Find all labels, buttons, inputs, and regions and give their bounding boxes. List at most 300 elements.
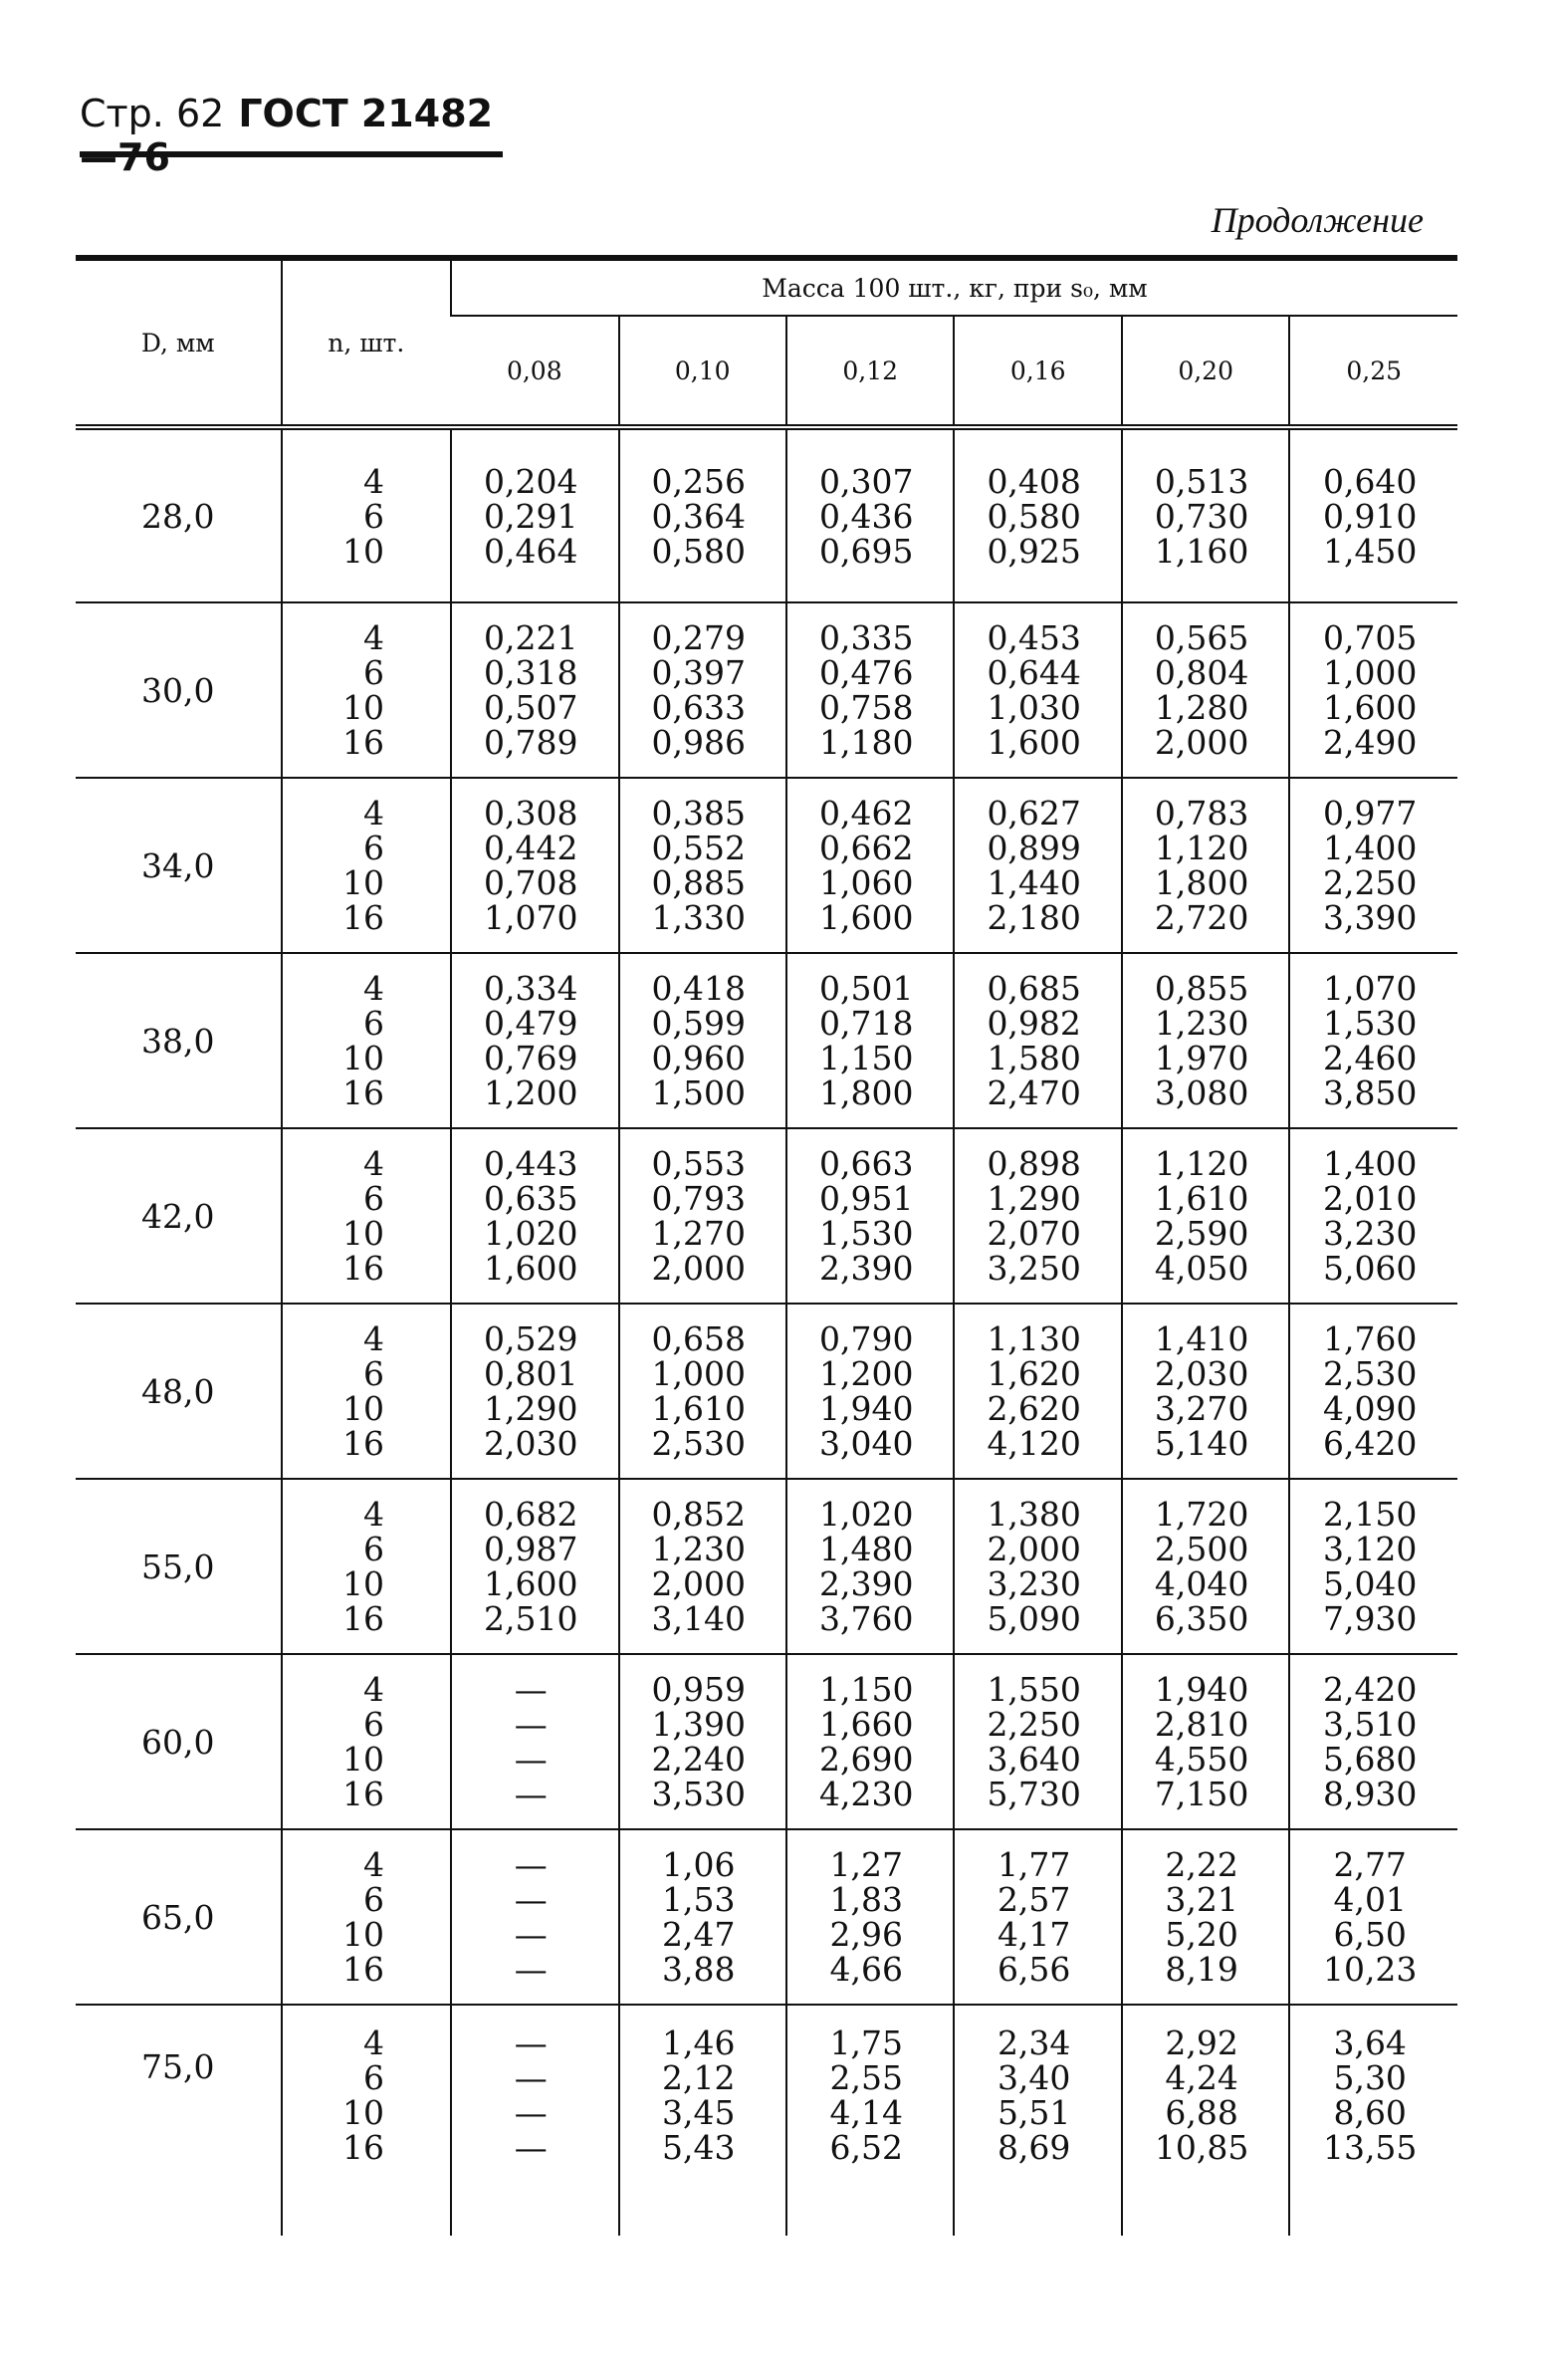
mass-value: 1,180 [818, 723, 914, 762]
mass-value: 0,418 [651, 969, 746, 1008]
mass-value: 0,801 [484, 1354, 578, 1393]
count-value: 10 [342, 2093, 385, 2132]
count-value: 6 [363, 653, 385, 692]
column-header-s0: 0,08 [451, 316, 618, 427]
mass-value: 2,000 [987, 1530, 1081, 1568]
mass-value: 0,256 [651, 461, 746, 501]
mass-value: 0,982 [987, 1004, 1081, 1043]
mass-value: 5,51 [997, 2093, 1071, 2132]
mass-cell [1122, 1304, 1289, 1479]
mass-value: 0,789 [484, 723, 578, 762]
mass-value: 0,513 [1154, 461, 1249, 501]
mass-cell [619, 1128, 786, 1304]
mass-value: — [514, 2058, 548, 2097]
mass-value: 2,390 [818, 1564, 914, 1603]
mass-value: 2,810 [1154, 1705, 1249, 1744]
mass-value: 1,410 [1154, 1319, 1249, 1358]
mass-value: 1,280 [1154, 688, 1249, 727]
mass-cell [786, 778, 954, 953]
count-value: 16 [342, 1950, 385, 1989]
mass-value: 1,000 [651, 1354, 746, 1393]
mass-cell [1122, 1128, 1289, 1304]
mass-value: 10,85 [1154, 2128, 1249, 2167]
column-header-s0: 0,10 [619, 316, 786, 427]
mass-value: 6,52 [829, 2128, 903, 2167]
mass-cell [1289, 1829, 1457, 2005]
count-value: 10 [342, 1564, 385, 1603]
mass-cell [619, 953, 786, 1128]
mass-value: 0,705 [1322, 618, 1418, 657]
mass-value: 8,69 [997, 2128, 1071, 2167]
mass-value: 5,30 [1333, 2058, 1407, 2097]
mass-cell [786, 2005, 954, 2236]
mass-value: 0,925 [987, 531, 1081, 571]
mass-value: 4,24 [1165, 2058, 1238, 2097]
diameter-cell: 55,0 [141, 1547, 215, 1586]
mass-cell [1122, 427, 1289, 602]
mass-value: 2,000 [651, 1564, 746, 1603]
mass-cell [619, 1829, 786, 2005]
mass-value: 2,690 [818, 1740, 914, 1779]
mass-value: 0,335 [818, 618, 914, 657]
mass-value: 5,140 [1154, 1424, 1249, 1463]
mass-cell [451, 1304, 618, 1479]
mass-cell [619, 2005, 786, 2236]
mass-value: 1,200 [818, 1354, 914, 1393]
mass-value: 3,510 [1322, 1705, 1418, 1744]
mass-value: 1,000 [1322, 653, 1418, 692]
count-value: 4 [363, 794, 385, 833]
mass-value: 0,987 [484, 1530, 578, 1568]
count-value: 16 [342, 1073, 385, 1112]
mass-cell [451, 2005, 618, 2236]
mass-value: — [514, 1775, 548, 1813]
diameter-cell: 65,0 [141, 1897, 215, 1937]
count-value: 16 [342, 1599, 385, 1638]
mass-value: 1,77 [997, 1845, 1071, 1884]
mass-value: 0,279 [651, 618, 746, 657]
mass-value: 2,010 [1322, 1179, 1418, 1218]
mass-value: 1,030 [987, 688, 1081, 727]
count-value: 4 [363, 1495, 385, 1534]
page-header [80, 92, 503, 179]
mass-value: 1,440 [987, 863, 1081, 902]
mass-value: 0,640 [1322, 461, 1418, 501]
mass-value: 0,790 [818, 1319, 914, 1358]
mass-cell [451, 1829, 618, 2005]
mass-value: 2,000 [651, 1249, 746, 1288]
mass-value: 2,030 [484, 1424, 578, 1463]
mass-value: 2,070 [987, 1214, 1081, 1253]
mass-cell [1122, 778, 1289, 953]
mass-cell [786, 427, 954, 602]
mass-value: 1,610 [1154, 1179, 1249, 1218]
mass-value: 0,552 [651, 829, 746, 867]
mass-value: 2,150 [1322, 1495, 1418, 1534]
mass-value: 0,804 [1154, 653, 1249, 692]
mass-value: 1,970 [1154, 1039, 1249, 1077]
mass-value: 0,308 [484, 794, 578, 833]
mass-value: 3,64 [1333, 2023, 1407, 2062]
table-row [76, 2005, 1457, 2236]
mass-value: 1,660 [818, 1705, 914, 1744]
mass-value: 0,479 [484, 1004, 578, 1043]
mass-cell [954, 953, 1121, 1128]
mass-value: 0,635 [484, 1179, 578, 1218]
diameter-cell: 48,0 [141, 1371, 215, 1411]
mass-value: 5,090 [987, 1599, 1081, 1638]
mass-value: 0,885 [651, 863, 746, 902]
mass-value: 6,88 [1165, 2093, 1238, 2132]
mass-cell [954, 2005, 1121, 2236]
mass-value: 2,250 [1322, 863, 1418, 902]
count-value: 4 [363, 1670, 385, 1709]
mass-value: 1,760 [1322, 1319, 1418, 1358]
mass-value: 0,730 [1154, 496, 1249, 536]
mass-value: 1,230 [1154, 1004, 1249, 1043]
mass-value: 3,120 [1322, 1530, 1418, 1568]
mass-cell [619, 1304, 786, 1479]
mass-cell [1289, 1479, 1457, 1654]
mass-value: 1,020 [484, 1214, 578, 1253]
mass-value: 0,658 [651, 1319, 746, 1358]
mass-value: 1,150 [818, 1670, 914, 1709]
mass-value: 0,501 [818, 969, 914, 1008]
count-value: 6 [363, 1179, 385, 1218]
mass-value: 0,334 [484, 969, 578, 1008]
mass-value: 0,783 [1154, 794, 1249, 833]
mass-value: 3,88 [662, 1950, 736, 1989]
mass-value: 1,530 [818, 1214, 914, 1253]
mass-cell [451, 778, 618, 953]
mass-value: 1,480 [818, 1530, 914, 1568]
mass-value: 2,55 [829, 2058, 903, 2097]
mass-cell [954, 1304, 1121, 1479]
mass-value: 0,462 [818, 794, 914, 833]
mass-value: — [514, 1950, 548, 1989]
count-value: 4 [363, 618, 385, 657]
mass-value: 0,443 [484, 1144, 578, 1183]
mass-value: 0,695 [818, 531, 914, 571]
mass-value: 0,663 [818, 1144, 914, 1183]
diameter-cell: 28,0 [141, 496, 215, 536]
mass-value: 2,530 [1322, 1354, 1418, 1393]
mass-cell [619, 1479, 786, 1654]
mass-value: 2,590 [1154, 1214, 1249, 1253]
mass-cell [954, 1128, 1121, 1304]
mass-value: 1,600 [987, 723, 1081, 762]
count-cell [282, 1654, 451, 1829]
mass-value: 1,390 [651, 1705, 746, 1744]
table-row [76, 1829, 1457, 2005]
mass-cell [786, 1304, 954, 1479]
mass-value: 0,855 [1154, 969, 1249, 1008]
column-header-s0: 0,20 [1122, 316, 1289, 427]
mass-value: 2,000 [1154, 723, 1249, 762]
mass-cell [954, 1829, 1121, 2005]
mass-value: 2,530 [651, 1424, 746, 1463]
mass-value: 1,270 [651, 1214, 746, 1253]
mass-value: 2,250 [987, 1705, 1081, 1744]
count-value: 4 [363, 461, 385, 501]
mass-cell [619, 1654, 786, 1829]
mass-value: 1,400 [1322, 829, 1418, 867]
mass-value: — [514, 1705, 548, 1744]
mass-value: 0,221 [484, 618, 578, 657]
mass-value: 0,364 [651, 496, 746, 536]
mass-value: — [514, 1915, 548, 1954]
mass-value: 1,600 [484, 1564, 578, 1603]
count-value: 16 [342, 1249, 385, 1288]
count-value: 10 [342, 531, 385, 571]
count-value: 6 [363, 829, 385, 867]
mass-cell [1289, 2005, 1457, 2236]
mass-value: 0,385 [651, 794, 746, 833]
mass-cell [954, 602, 1121, 778]
mass-cell [954, 1654, 1121, 1829]
mass-value: 0,476 [818, 653, 914, 692]
mass-value: 0,959 [651, 1670, 746, 1709]
diameter-cell: 30,0 [141, 670, 215, 710]
mass-value: 4,120 [987, 1424, 1081, 1463]
mass-value: 0,758 [818, 688, 914, 727]
mass-cell [1289, 1304, 1457, 1479]
mass-value: 3,530 [651, 1775, 746, 1813]
count-value: 10 [342, 1389, 385, 1428]
mass-cell [1122, 1654, 1289, 1829]
count-cell [282, 953, 451, 1128]
mass-value: 2,96 [829, 1915, 903, 1954]
mass-value: 1,600 [484, 1249, 578, 1288]
mass-cell [619, 602, 786, 778]
mass-value: 1,720 [1154, 1495, 1249, 1534]
mass-value: — [514, 2128, 548, 2167]
mass-value: 3,45 [662, 2093, 736, 2132]
mass-value: 1,070 [1322, 969, 1418, 1008]
count-value: 16 [342, 723, 385, 762]
mass-value: 1,83 [829, 1880, 903, 1919]
mass-value: 4,17 [997, 1915, 1071, 1954]
mass-value: 1,600 [1322, 688, 1418, 727]
mass-cell [786, 1654, 954, 1829]
mass-value: 0,307 [818, 461, 914, 501]
column-header-s0: 0,16 [954, 316, 1121, 427]
count-cell [282, 778, 451, 953]
mass-value: 4,14 [829, 2093, 903, 2132]
mass-value: 1,800 [818, 1073, 914, 1112]
mass-value: 0,580 [987, 496, 1081, 536]
mass-value: 0,977 [1322, 794, 1418, 833]
mass-value: 1,940 [1154, 1670, 1249, 1709]
mass-value: 4,090 [1322, 1389, 1418, 1428]
mass-value: 2,510 [484, 1599, 578, 1638]
mass-value: 1,130 [987, 1319, 1081, 1358]
mass-value: 0,633 [651, 688, 746, 727]
mass-value: 0,708 [484, 863, 578, 902]
mass-cell [1122, 1479, 1289, 1654]
table-body [76, 427, 1457, 2236]
mass-value: — [514, 1740, 548, 1779]
diameter-cell: 60,0 [141, 1722, 215, 1762]
mass-value: 1,580 [987, 1039, 1081, 1077]
mass-value: 3,40 [997, 2058, 1071, 2097]
mass-value: 1,020 [818, 1495, 914, 1534]
mass-value: 1,160 [1154, 531, 1249, 571]
mass-value: 1,530 [1322, 1004, 1418, 1043]
count-value: 4 [363, 1845, 385, 1884]
count-value: 6 [363, 2058, 385, 2097]
count-cell [282, 602, 451, 778]
count-value: 6 [363, 1530, 385, 1568]
table-row [76, 953, 1457, 1128]
mass-value: 3,140 [651, 1599, 746, 1638]
mass-value: 2,500 [1154, 1530, 1249, 1568]
mass-value: 0,408 [987, 461, 1081, 501]
mass-value: 2,030 [1154, 1354, 1249, 1393]
count-value: 6 [363, 1354, 385, 1393]
mass-value: 0,951 [818, 1179, 914, 1218]
mass-value: 1,06 [662, 1845, 736, 1884]
table-row [76, 1654, 1457, 1829]
mass-value: 8,930 [1322, 1775, 1418, 1813]
mass-value: 2,720 [1154, 898, 1249, 937]
mass-cell [786, 1128, 954, 1304]
mass-value: 2,22 [1165, 1845, 1238, 1884]
column-header-s0: 0,25 [1289, 316, 1457, 427]
count-value: 6 [363, 496, 385, 536]
count-value: 4 [363, 969, 385, 1008]
mass-value: 1,53 [662, 1880, 736, 1919]
mass-value: 1,620 [987, 1354, 1081, 1393]
mass-value: 0,898 [987, 1144, 1081, 1183]
mass-cell [786, 953, 954, 1128]
mass-value: 1,46 [662, 2023, 736, 2062]
mass-value: 1,200 [484, 1073, 578, 1112]
mass-cell [619, 427, 786, 602]
count-value: 10 [342, 863, 385, 902]
count-value: 16 [342, 1775, 385, 1813]
mass-value: 0,464 [484, 531, 578, 571]
mass-value: 0,453 [987, 618, 1081, 657]
mass-value: 0,565 [1154, 618, 1249, 657]
diameter-cell: 34,0 [141, 845, 215, 885]
mass-value: 1,070 [484, 898, 578, 937]
mass-cell [1122, 602, 1289, 778]
mass-cell [451, 602, 618, 778]
mass-value: 4,040 [1154, 1564, 1249, 1603]
count-value: 10 [342, 1039, 385, 1077]
mass-value: 0,397 [651, 653, 746, 692]
mass-value: 0,852 [651, 1495, 746, 1534]
standard-number: ГОСТ 21482—76 [80, 92, 494, 179]
mass-value: 1,060 [818, 863, 914, 902]
mass-value: 0,627 [987, 794, 1081, 833]
mass-cell [1122, 1829, 1289, 2005]
mass-value: 0,960 [651, 1039, 746, 1077]
mass-value: 1,450 [1322, 531, 1418, 571]
count-value: 10 [342, 1915, 385, 1954]
count-cell [282, 1128, 451, 1304]
mass-value: 6,350 [1154, 1599, 1249, 1638]
continuation-label: Продолжение [1211, 200, 1424, 240]
mass-value: 4,01 [1333, 1880, 1407, 1919]
mass-cell [1289, 953, 1457, 1128]
mass-cell [451, 427, 618, 602]
mass-value: — [514, 1845, 548, 1884]
mass-value: — [514, 1670, 548, 1709]
mass-value: 0,291 [484, 496, 578, 536]
mass-value: 1,75 [829, 2023, 903, 2062]
mass-value: 3,640 [987, 1740, 1081, 1779]
mass-value: — [514, 2093, 548, 2132]
mass-value: 1,290 [987, 1179, 1081, 1218]
count-cell [282, 1829, 451, 2005]
mass-cell [451, 1654, 618, 1829]
mass-value: 2,470 [987, 1073, 1081, 1112]
column-header-d: D, мм [76, 258, 282, 427]
diameter-cell: 42,0 [141, 1196, 215, 1236]
mass-value: 1,940 [818, 1389, 914, 1428]
mass-value: 8,60 [1333, 2093, 1407, 2132]
count-value: 10 [342, 1740, 385, 1779]
mass-value: 1,290 [484, 1389, 578, 1428]
mass-value: 0,204 [484, 461, 578, 501]
mass-value: 0,899 [987, 829, 1081, 867]
count-value: 16 [342, 2128, 385, 2167]
mass-cell [451, 953, 618, 1128]
mass-value: 0,682 [484, 1495, 578, 1534]
mass-value: 1,550 [987, 1670, 1081, 1709]
mass-cell [1289, 1654, 1457, 1829]
mass-cell [1289, 778, 1457, 953]
count-cell [282, 427, 451, 602]
mass-value: 0,529 [484, 1319, 578, 1358]
count-value: 4 [363, 1144, 385, 1183]
mass-value: 4,230 [818, 1775, 914, 1813]
mass-value: 2,77 [1333, 1845, 1407, 1884]
mass-value: 1,230 [651, 1530, 746, 1568]
mass-value: 3,250 [987, 1249, 1081, 1288]
mass-value: 3,270 [1154, 1389, 1249, 1428]
mass-value: 1,400 [1322, 1144, 1418, 1183]
column-header-s0: 0,12 [786, 316, 954, 427]
mass-value: 6,56 [997, 1950, 1071, 1989]
diameter-cell: 75,0 [141, 2047, 215, 2086]
mass-value: 1,120 [1154, 1144, 1249, 1183]
mass-value: 3,230 [987, 1564, 1081, 1603]
mass-value: 1,150 [818, 1039, 914, 1077]
mass-value: 0,910 [1322, 496, 1418, 536]
mass-cell [954, 778, 1121, 953]
mass-value: 3,040 [818, 1424, 914, 1463]
table-row [76, 602, 1457, 778]
mass-value: 0,685 [987, 969, 1081, 1008]
mass-value: 1,800 [1154, 863, 1249, 902]
mass-cell [1289, 427, 1457, 602]
mass-value: 4,050 [1154, 1249, 1249, 1288]
count-value: 4 [363, 2023, 385, 2062]
mass-value: 13,55 [1322, 2128, 1418, 2167]
mass-table [76, 255, 1457, 2236]
mass-value: 0,986 [651, 723, 746, 762]
mass-value: 0,553 [651, 1144, 746, 1183]
table-row [76, 1128, 1457, 1304]
mass-value: 7,150 [1154, 1775, 1249, 1813]
mass-value: 3,21 [1165, 1880, 1238, 1919]
mass-value: 0,442 [484, 829, 578, 867]
count-value: 6 [363, 1880, 385, 1919]
count-value: 4 [363, 1319, 385, 1358]
